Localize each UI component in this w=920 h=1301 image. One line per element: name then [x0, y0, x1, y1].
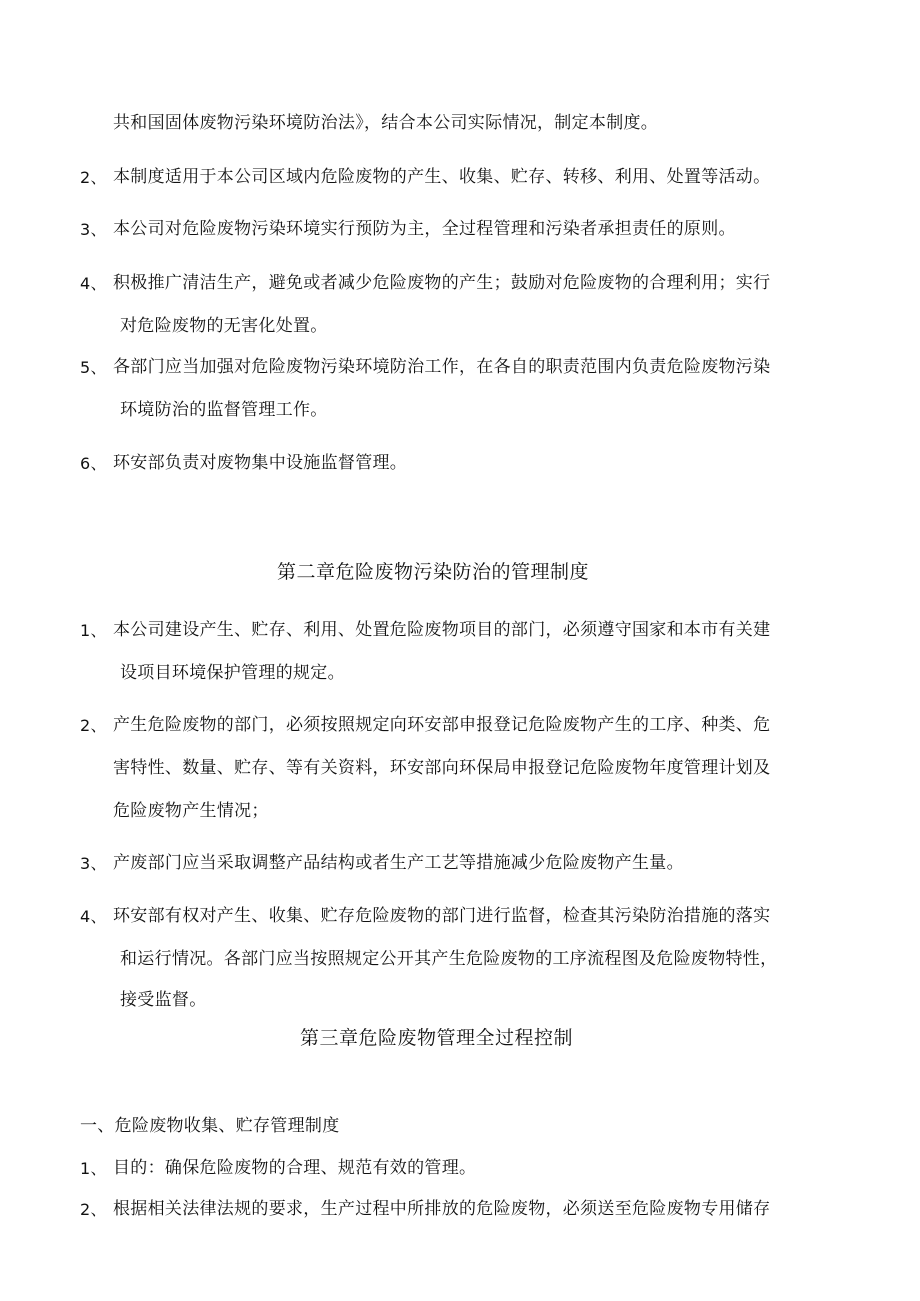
paragraph-line: 目的：确保危险废物的合理、规范有效的管理。: [113, 1158, 477, 1178]
paragraph-line: 产废部门应当采取调整产品结构或者生产工艺等措施减少危险废物产生量。: [113, 853, 684, 873]
paragraph-continuation: 设项目环境保护管理的规定。: [120, 663, 345, 683]
item-number: 3、: [80, 854, 107, 873]
item-number: 6、: [80, 454, 107, 473]
paragraph-continuation: 环境防治的监督管理工作。: [120, 400, 328, 420]
chapter-title: 第二章危险废物污染防治的管理制度: [277, 561, 590, 583]
paragraph-line: 环安部负责对废物集中设施监督管理。: [113, 453, 408, 473]
paragraph-continuation: 对危险废物的无害化处置。: [120, 316, 328, 336]
chapter-title: 第三章危险废物管理全过程控制: [300, 1027, 574, 1049]
paragraph-line: 积极推广清洁生产，避免或者减少危险废物的产生；鼓励对危险废物的合理利用；实行: [113, 273, 771, 293]
item-number: 2、: [80, 716, 107, 735]
item-number: 5、: [80, 358, 107, 377]
item-number: 1、: [80, 1159, 107, 1178]
paragraph-line: 根据相关法律法规的要求，生产过程中所排放的危险废物，必须送至危险废物专用储存: [113, 1199, 771, 1219]
paragraph-line: 环安部有权对产生、收集、贮存危险废物的部门进行监督，检查其污染防治措施的落实: [113, 906, 771, 926]
paragraph-line: 产生危险废物的部门，必须按照规定向环安部申报登记危险废物产生的工序、种类、危: [113, 715, 771, 735]
item-number: 4、: [80, 907, 107, 926]
subheading: 一、危险废物收集、贮存管理制度: [80, 1116, 340, 1136]
paragraph-continuation: 危险废物产生情况；: [113, 801, 269, 821]
paragraph-continuation: 害特性、数量、贮存、等有关资料，环安部向环保局申报登记危险废物年度管理计划及: [113, 758, 771, 778]
item-number: 2、: [80, 1200, 107, 1219]
item-number: 1、: [80, 621, 107, 640]
paragraph-line: 各部门应当加强对危险废物污染环境防治工作，在各自的职责范围内负责危险废物污染: [113, 357, 771, 377]
paragraph-line: 本公司对危险废物污染环境实行预防为主，全过程管理和污染者承担责任的原则。: [113, 219, 736, 239]
item-number: 2、: [80, 168, 107, 187]
item-number: 3、: [80, 220, 107, 239]
paragraph-line: 本制度适用于本公司区域内危险废物的产生、收集、贮存、转移、利用、处置等活动。: [113, 167, 771, 187]
paragraph-line: 共和国固体废物污染环境防治法》，结合本公司实际情况，制定本制度。: [113, 113, 659, 133]
paragraph-continuation: 和运行情况。各部门应当按照规定公开其产生危险废物的工序流程图及危险废物特性，: [120, 949, 778, 969]
item-number: 4、: [80, 274, 107, 293]
paragraph-continuation: 接受监督。: [120, 990, 207, 1010]
paragraph-line: 本公司建设产生、贮存、利用、处置危险废物项目的部门，必须遵守国家和本市有关建: [113, 620, 771, 640]
